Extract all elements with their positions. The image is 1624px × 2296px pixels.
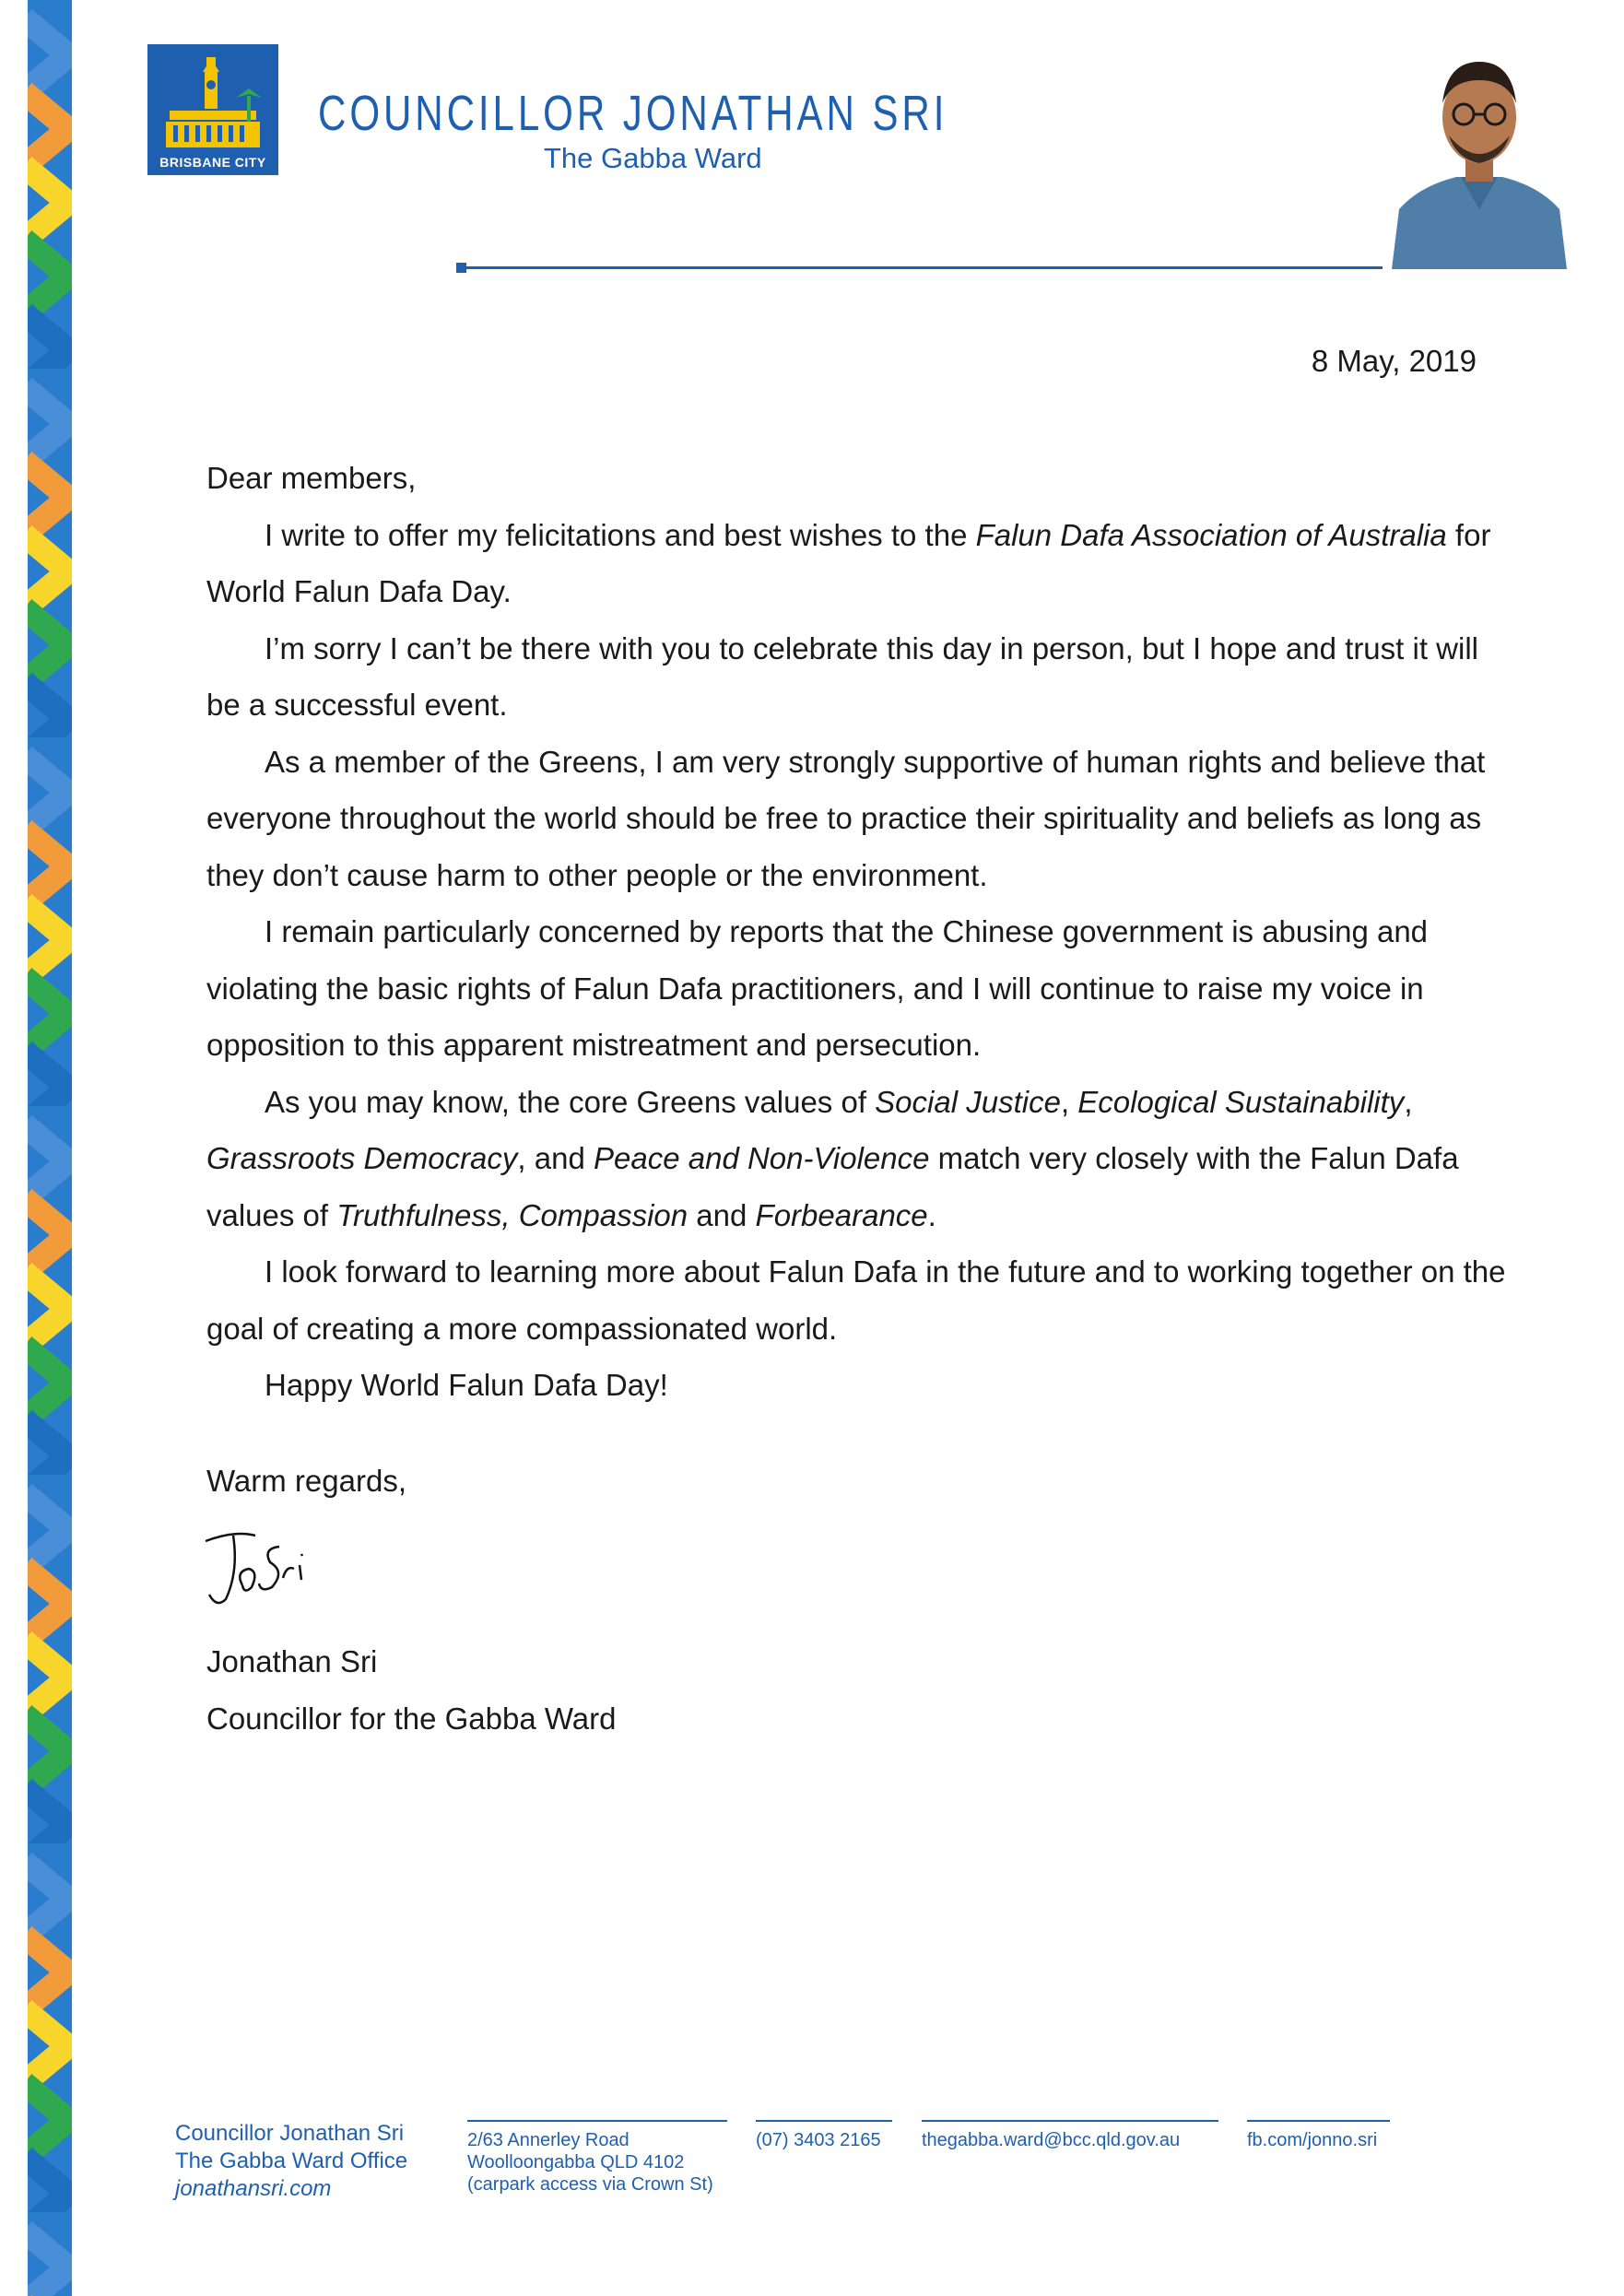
councillor-portrait — [1383, 39, 1576, 269]
text-run: match very closely with the Falun Dafa values of — [206, 1141, 1459, 1232]
text-run: and — [688, 1197, 756, 1232]
letter-body — [206, 450, 1506, 1414]
text-run: . — [927, 1197, 936, 1232]
italic-value: Truthfulness, Compassion — [336, 1197, 688, 1232]
footer-office-ward: The Gabba Ward Office — [175, 2149, 408, 2173]
paragraph-3: As a member of the Greens, I am very strongly supportive of human rights and believe that everyone throughout the world should be free to practice their spirituality and beliefs as long as they don’t cause harm to other people or the environment. — [206, 744, 1486, 892]
footer-email-col — [922, 2120, 1218, 2151]
letter-date: 8 May, 2019 — [1311, 344, 1477, 378]
footer-rule — [467, 2120, 727, 2122]
footer-facebook[interactable]: fb.com/jonno.sri — [1247, 2130, 1378, 2150]
footer-office-name: Councillor Jonathan Sri — [175, 2121, 405, 2146]
closing: Warm regards, — [206, 1464, 406, 1498]
decorative-side-stripe — [28, 0, 72, 2296]
italic-value: Grassroots Democracy — [206, 1141, 518, 1175]
footer-rule — [922, 2120, 1218, 2122]
text-run: As you may know, the core Greens values of — [265, 1084, 876, 1119]
footer-phone[interactable]: (07) 3403 2165 — [756, 2130, 881, 2150]
text-run: I write to offer my felicitations and best wishes to the — [265, 517, 976, 552]
paragraph-4: I remain particularly concerned by reports that the Chinese government is abusing and violating the basic rights of Falun Dafa practitioners, and I will continue to raise my voice in opposition to this apparent mistreatment and persecution. — [206, 914, 1429, 1062]
signer-name: Jonathan Sri — [206, 1644, 378, 1678]
italic-value: Social Justice — [875, 1084, 1061, 1119]
text-run: , — [1060, 1084, 1078, 1119]
text-run: , and — [517, 1141, 594, 1175]
paragraph-1 — [206, 507, 1506, 620]
italic-value: Forbearance — [755, 1197, 928, 1232]
paragraph-6: I look forward to learning more about Falun Dafa in the future and to working together on the goal of creating a more compassionated world. — [206, 1254, 1506, 1346]
address-line-3: (carpark access via Crown St) — [467, 2174, 713, 2195]
footer-website[interactable]: jonathansri.com — [175, 2176, 332, 2201]
footer-facebook-col — [1247, 2120, 1390, 2151]
letter-footer — [0, 2120, 1624, 2231]
letterhead-name: COUNCILLOR JONATHAN SRI — [318, 86, 948, 141]
signer-block — [206, 1633, 617, 1747]
letterhead-ward: The Gabba Ward — [544, 142, 762, 174]
footer-rule — [756, 2120, 892, 2122]
footer-rule — [1247, 2120, 1390, 2122]
paragraph-2: I’m sorry I can’t be there with you to celebrate this day in person, but I hope and trust it will be a successful event. — [206, 630, 1478, 722]
footer-phone-col — [756, 2120, 892, 2151]
text-run: for World Falun Dafa Day. — [206, 517, 1491, 608]
text-run: , — [1404, 1084, 1413, 1119]
logo-caption: BRISBANE CITY — [159, 155, 266, 170]
address-line-2: Woolloongabba QLD 4102 — [467, 2152, 685, 2172]
italic-value: Peace and Non-Violence — [594, 1141, 930, 1175]
footer-email[interactable]: thegabba.ward@bcc.qld.gov.au — [922, 2130, 1181, 2150]
paragraph-5 — [206, 1074, 1506, 1244]
salutation: Dear members, — [206, 461, 417, 495]
italic-organization: Falun Dafa Association of Australia — [975, 517, 1447, 552]
footer-office — [175, 2120, 407, 2203]
italic-value: Ecological Sustainability — [1077, 1084, 1405, 1119]
handwritten-signature — [198, 1521, 327, 1613]
address-line-1: 2/63 Annerley Road — [467, 2130, 630, 2150]
brisbane-city-logo — [147, 44, 278, 175]
footer-address — [467, 2120, 727, 2196]
paragraph-7: Happy World Falun Dafa Day! — [265, 1368, 668, 1402]
signer-title: Councillor for the Gabba Ward — [206, 1701, 617, 1736]
